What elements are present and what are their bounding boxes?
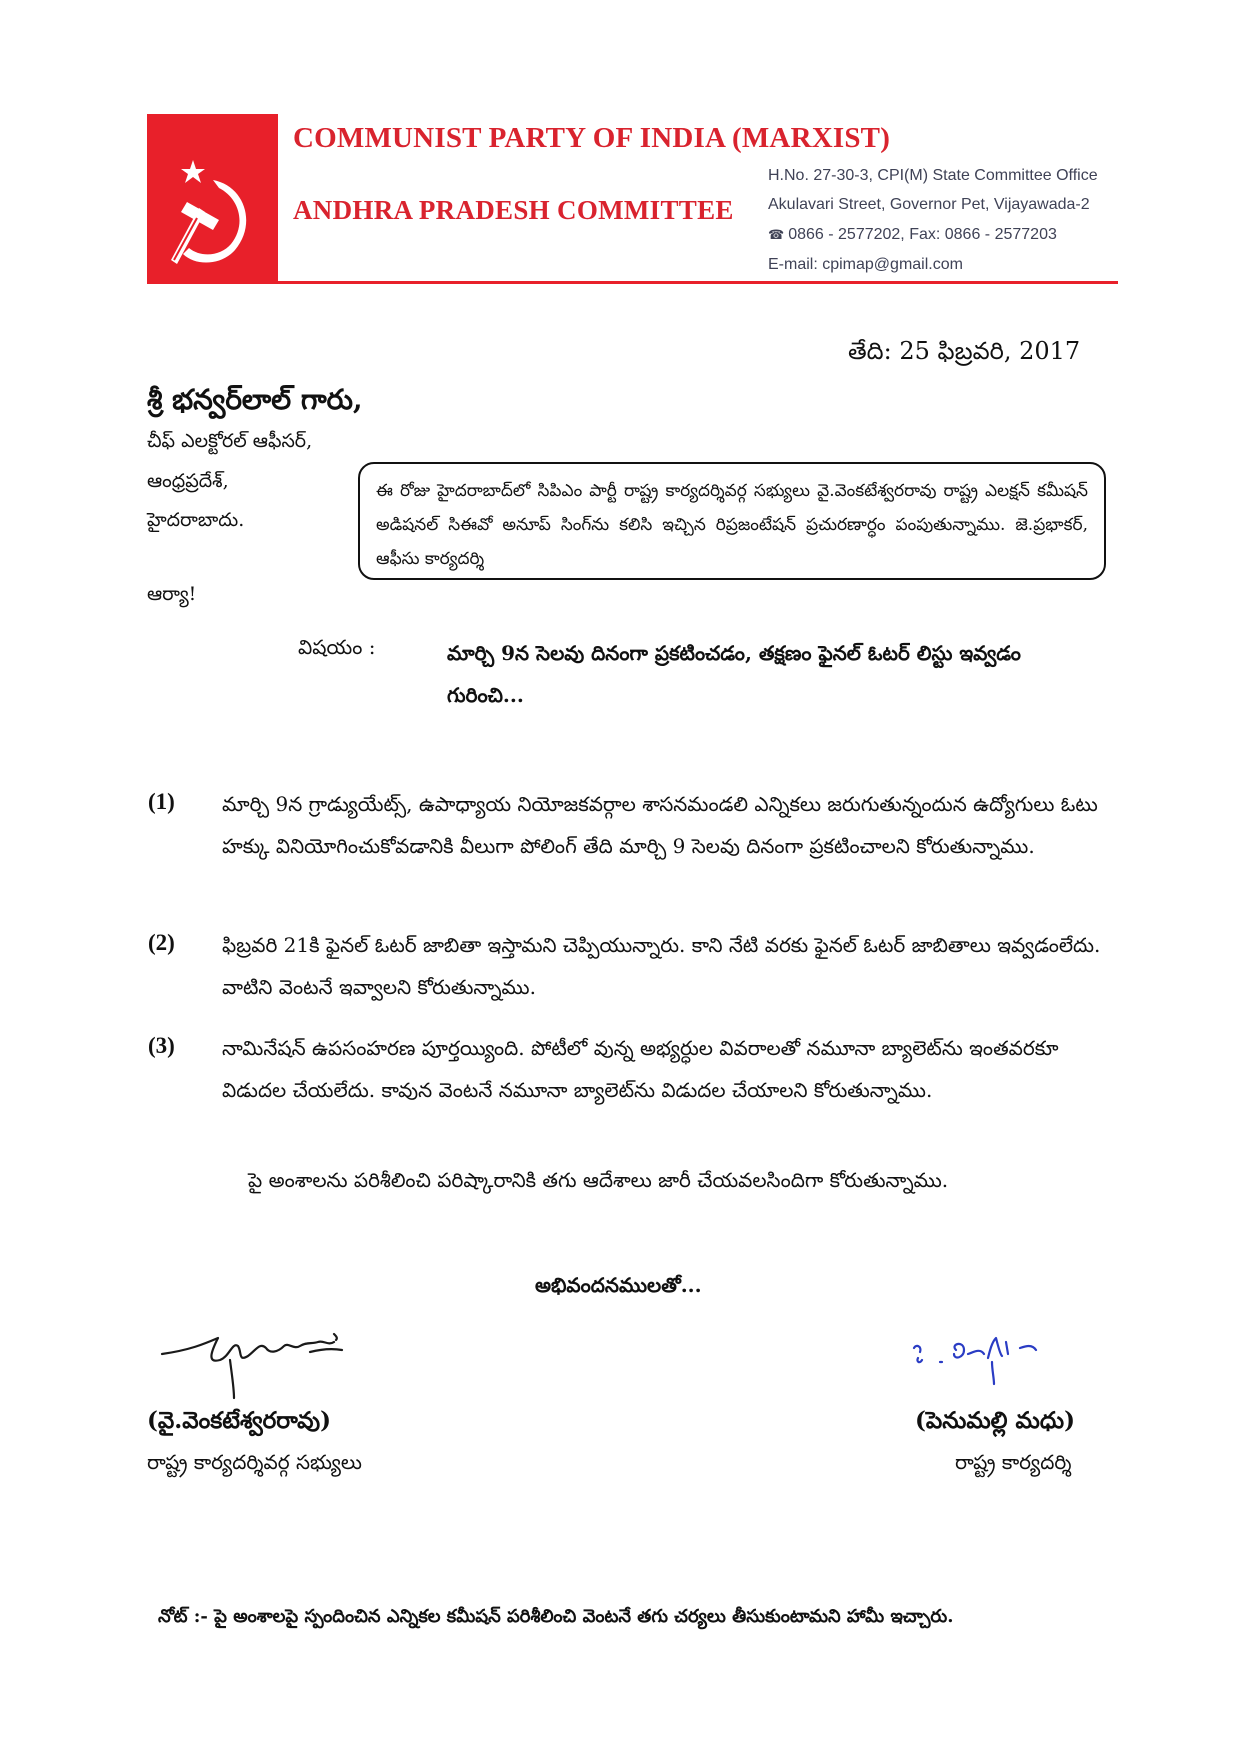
signatory-role: రాష్ట్ర కార్యదర్శి — [955, 1450, 1072, 1474]
addressee-line-1: చీఫ్ ఎలక్టోరల్ ఆఫీసర్, — [147, 430, 313, 452]
email-line: E-mail: cpimap@gmail.com — [768, 256, 963, 273]
addressee-name: శ్రీ భన్వర్‌లాల్ గారు, — [147, 383, 363, 416]
point-number: (2) — [148, 930, 175, 955]
point-text: మార్చి 9న గ్రాడ్యుయేట్స్, ఉపాధ్యాయ నియోజకవర్గాల శాసనమండలి ఎన్నికలు జరుగుతున్నందున ఉద్యోగులు ఓటు హక్కు వినియోగించుకోవడానికి వీలుగా పోలింగ్ తేది మార్చి 9 సెలవు దినంగా ప్రకటించాలని కోరుతున్నాము. — [222, 792, 1098, 858]
point-text: ఫిబ్రవరి 21కి ఫైనల్ ఓటర్ జాబితా ఇస్తామని చెప్పియున్నారు. కాని నేటి వరకు ఫైనల్ ఓటర్ జాబితాలు ఇవ్వడంలేదు. వాటిని వెంటనే ఇవ్వాలని కోరుతున్నాము. — [222, 933, 1101, 999]
salutation: ఆర్యా! — [147, 583, 197, 605]
letter-date: తేది: 25 ఫిబ్రవరి, 2017 — [848, 337, 1081, 365]
signature-left — [160, 1320, 380, 1400]
subject-label: విషయం : — [298, 635, 376, 659]
closing-paragraph: పై అంశాలను పరిశీలించి పరిష్కారానికి తగు ఆదేశాలు జారీ చేయవలసిందిగా కోరుతున్నాము. — [248, 1168, 949, 1192]
phone-fax-line — [768, 226, 1057, 244]
signatory-name: (పెనుమల్లి మధు) — [915, 1407, 1075, 1434]
point-number: (3) — [148, 1033, 175, 1058]
phone-icon: ☎ — [768, 227, 785, 242]
signatory-name: (వై.వెంకటేశ్వరరావు) — [147, 1407, 331, 1434]
addressee-line-3: హైదరాబాదు. — [147, 509, 245, 531]
org-name: COMMUNIST PARTY OF INDIA (MARXIST) — [293, 122, 891, 154]
hammer-sickle-star-icon — [147, 114, 278, 284]
address-line-1: H.No. 27-30-3, CPI(M) State Committee Office — [768, 167, 1098, 184]
signature-right — [910, 1328, 1080, 1388]
addressee-line-2: ఆంధ్రప్రదేశ్, — [147, 470, 229, 492]
address-line-2: Akulavari Street, Governor Pet, Vijayawada-2 — [768, 196, 1090, 213]
letterhead-divider — [278, 281, 1118, 284]
boxed-note: ఈ రోజు హైదరాబాద్‌లో సిపిఎం పార్టీ రాష్ట్ర కార్యదర్శివర్గ సభ్యులు వై.వెంకటేశ్వరరావు రాష్ట్ర ఎలక్షన్ కమీషన్ అడిషనల్ సిఈవో అనూప్ సింగ్‌ను కలిసి ఇచ్చిన రిప్రజంటేషన్ ప్రచురణార్ధం పంపుతున్నాము. జె.ప్రభాకర్, ఆఫీసు కార్యదర్శి — [358, 462, 1106, 580]
footer-note: నోట్ :- పై అంశాలపై స్పందించిన ఎన్నికల కమీషన్ పరిశీలించి వెంటనే తగు చర్యలు తీసుకుంటామని హామీ ఇచ్చారు. — [158, 1606, 954, 1627]
phone-fax-text: 0866 - 2577202, Fax: 0866 - 2577203 — [788, 226, 1057, 243]
point-number: (1) — [148, 789, 175, 814]
party-logo — [147, 114, 278, 284]
committee-name: ANDHRA PRADESH COMMITTEE — [293, 195, 734, 225]
signatory-role: రాష్ట్ర కార్యదర్శివర్గ సభ్యులు — [147, 1450, 362, 1474]
subject-text: మార్చి 9న సెలవు దినంగా ప్రకటించడం, తక్షణం ఫైనల్ ఓటర్ లిస్టు ఇవ్వడం గురించి... — [447, 641, 1021, 707]
regards-line: అభివందనములతో... — [535, 1273, 702, 1297]
point-text: నామినేషన్ ఉపసంహరణ పూర్తయ్యింది. పోటీలో వున్న అభ్యర్ధుల వివరాలతో నమూనా బ్యాలెట్‌ను ఇంతవరకూ విడుదల చేయలేదు. కావున వెంటనే నమూనా బ్యాలెట్‌ను విడుదల చేయాలని కోరుతున్నాము. — [222, 1036, 1059, 1102]
